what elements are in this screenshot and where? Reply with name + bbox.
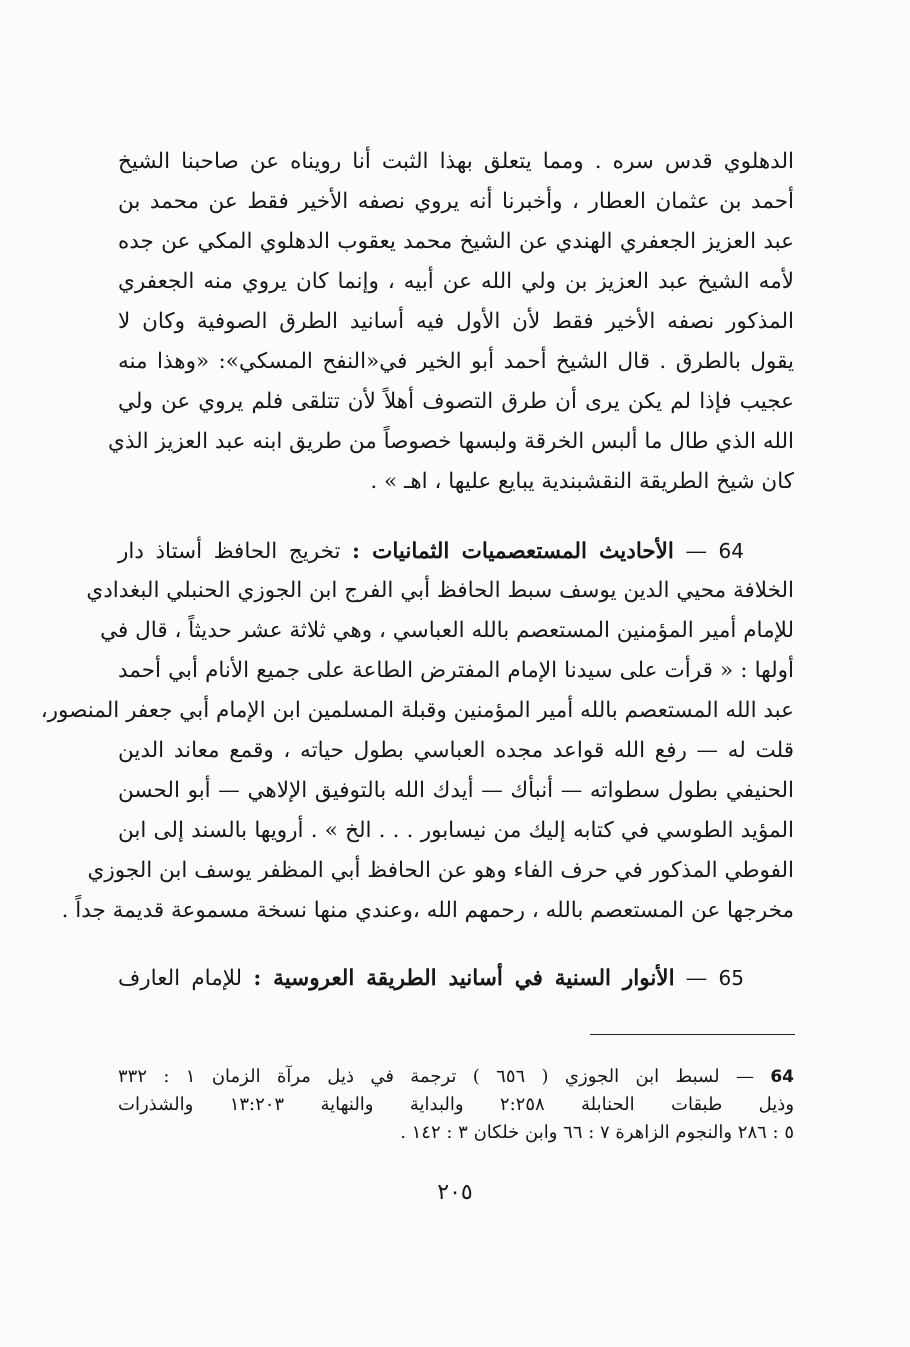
text-line: للإمام أمير المؤمنين المستعصم بالله العباسي ، وهي ثلاثة عشر حديثاً ، قال في (100, 618, 794, 643)
text-line: الله الذي طال ما ألبس الخرقة ولبسها خصوصاً من طريق ابنه عبد العزيز الذي (108, 429, 794, 454)
text-line: المذكور نصفه الأخير فقط لأن الأول فيه أسانيد الطرق الصوفية وكان لا (118, 309, 794, 334)
entry-heading (118, 958, 794, 998)
entry-number: 64 (718, 539, 744, 563)
text-line: لأمه الشيخ عبد العزيز بن ولي الله عن أبيه ، وإنما كان يروي منه الجعفري (118, 269, 794, 294)
text-line: أحمد بن عثمان العطار ، وأخبرنا أنه يروي نصفه الأخير فقط عن محمد بن (118, 189, 794, 214)
text-line: الحنيفي بطول سطواته — أنبأك — أيدك الله بالتوفيق الإلاهي — أبو الحسن (118, 778, 794, 803)
text-line: عبد العزيز الجعفري الهندي عن الشيخ محمد يعقوب الدهلوي المكي عن جده (118, 229, 794, 254)
text-line: عبد الله المستعصم بالله أمير المؤمنين وقبلة المسلمين ابن الإمام أبي جعفر المنصور، (40, 698, 794, 723)
entry-dash: — (685, 966, 708, 991)
entry-title: الأحاديث المستعصميات الثمانيات : (352, 539, 674, 564)
footnote-dash: — (735, 1066, 754, 1087)
text-line: الدهلوي قدس سره . ومما يتعلق بهذا الثبت أنا رويناه عن صاحبنا الشيخ (118, 149, 794, 174)
footnote-line: ٥ : ٢٨٦ والنجوم الزاهرة ٧ : ٦٦ وابن خلكان ٣ : ١٤٢ . (400, 1122, 794, 1143)
entry-number: 65 (718, 966, 744, 990)
entry-heading-rest: تخريج الحافظ أستاذ دار (118, 539, 341, 564)
footnote-line: وذيل طبقات الحنابلة ٢:٢٥٨ والبداية والنهاية ١٣:٢٠٣ والشذرات (118, 1094, 795, 1115)
text-line: أولها : « قرأت على سيدنا الإمام المفترض الطاعة على جميع الأنام أبي أحمد (118, 658, 794, 683)
text-line: الخلافة محيي الدين يوسف سبط الحافظ أبي الفرج ابن الجوزي الحنبلي البغدادي (86, 578, 794, 603)
text-line: عجيب فإذا لم يكن يرى أن طرق التصوف أهلاً لأن تتلقى فلم يروي عن ولي (118, 389, 794, 414)
page-number: ٢٠٥ (437, 1180, 473, 1205)
text-line: مخرجها عن المستعصم بالله ، رحمهم الله ،وعندي منها نسخة مسموعة قديمة جداً . (61, 898, 794, 923)
text-line: المؤيد الطوسي في كتابه إليك من نيسابور . . . الخ » . أرويها بالسند إلى ابن (118, 818, 794, 843)
text-line: كان شيخ الطريقة النقشبندية يبايع عليها ، اهـ » . (370, 469, 794, 494)
text-line: يقول بالطرق . قال الشيخ أحمد أبو الخير في«النفح المسكي»: «وهذا منه (118, 349, 794, 374)
footnote-line (118, 1062, 794, 1092)
footnote-divider (590, 1034, 795, 1035)
entry-heading (118, 531, 794, 571)
entry-heading-rest: للإمام العارف (118, 966, 243, 991)
text-line: قلت له — رفع الله قواعد مجده العباسي بطول حياته ، وقمع معاند الدين (118, 738, 794, 763)
entry-title: الأنوار السنية في أسانيد الطريقة العروسية : (253, 966, 675, 991)
footnote-text: لسبط ابن الجوزي ( ٦٥٦ ) ترجمة في ذيل مرآة الزمان ١ : ٣٣٢ (118, 1066, 720, 1087)
footnote-number: 64 (770, 1067, 794, 1087)
entry-dash: — (685, 539, 707, 564)
text-line: الفوطي المذكور في حرف الفاء وهو عن الحافظ أبي المظفر يوسف ابن الجوزي (87, 858, 794, 883)
